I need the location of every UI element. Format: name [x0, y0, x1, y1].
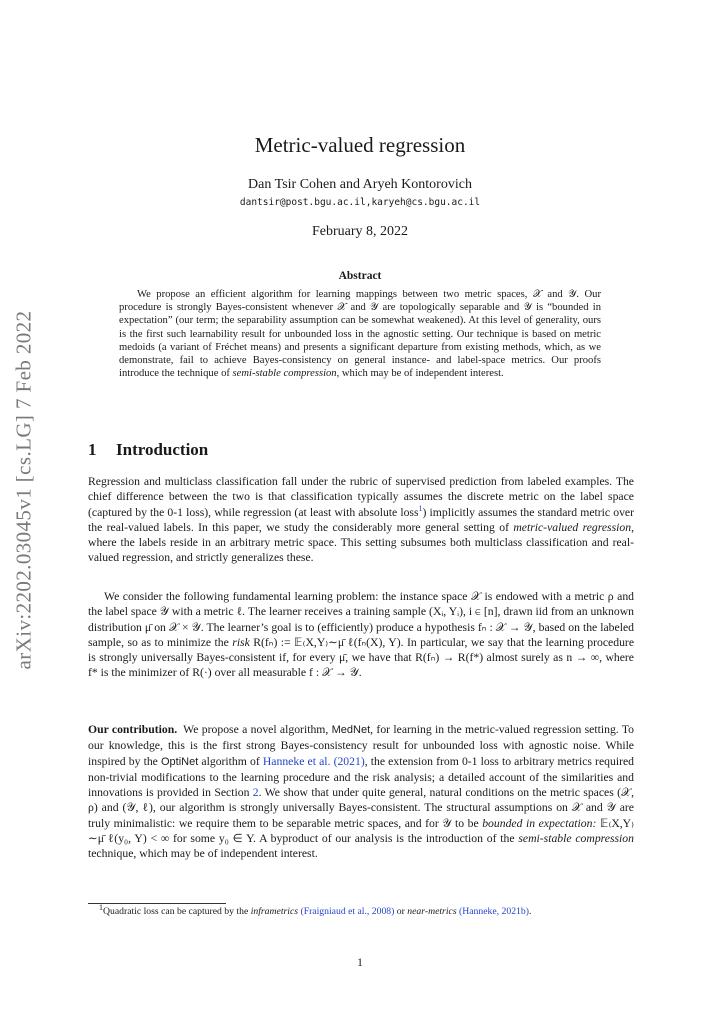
- algorithm-name: MedNet: [331, 724, 371, 736]
- paragraph-2: We consider the following fundamental learning problem: the instance space 𝒳 is endowed with a metric ρ and the label space 𝒴 with a metric ℓ. The learner receives a training sample (Xᵢ, Yᵢ), i ∈ [n], drawn iid from an unknown distribution μ̄ on 𝒳 × 𝒴. The learner’s goal is to (efficiently) produce a hypothesis fₙ : 𝒳 → 𝒴, based on the labeled sample, so as to minimize the risk R(fₙ) := 𝔼₍X,Y₎∼μ̄ ℓ(fₙ(X), Y). In particular, we say that the learning procedure is strongly universally Bayes-consistent if, for every μ̄, we have that R(fₙ) → R(f*) almost surely as n → ∞, where f* is the minimizer of R(·) over all measurable f : 𝒳 → 𝒴.: [88, 590, 635, 680]
- abstract-text: We propose an efficient algorithm for learning mappings between two metric spaces, 𝒳 and 𝒴. Our procedure is strongly Bayes-consistent whenever 𝒳 and 𝒴 are topologically separable and 𝒴 is “bounded in expectation” (our term; the separability assumption can be somewhat weakened). At this level of generality, ours is the first such learnability result for unbounded loss in the agnostic setting. Our technique is based on metric medoids (a variant of Fréchet means) and presents a significant departure from existing methods, which, as we demonstrate, fail to achieve Bayes-consistency on general instance- and label-space metrics. Our proofs introduce the technique of semi-stable compression, which may be of independent interest.: [119, 289, 601, 380]
- citation-link[interactable]: Hanneke et al.: [262, 754, 331, 768]
- paper-date: February 8, 2022: [311, 224, 409, 239]
- paragraph-3: Our contribution. We propose a novel algorithm, MedNet, for learning in the metric-valued regression setting. To our knowledge, this is the first strong Bayes-consistency result for unbounded loss with agnostic noise. While inspired by the OptiNet algorithm of Hanneke et al. (2021), the extension from 0-1 loss to arbitrary metrics required non-trivial modifications to the learning procedure and the risk analysis; a detailed account of the similarities and innovations is provided in Section 2. We show that under quite general, natural conditions on the metric spaces (𝒳, ρ) and (𝒴, ℓ), our algorithm is strongly universally Bayes-consistent. The structural assumptions on 𝒳 and 𝒴 are truly minimalistic: we require them to be separable metric spaces, and for 𝒴 to be bounded in expectation: 𝔼₍X,Y₎∼μ̄ ℓ(y₀, Y) < ∞ for some y₀ ∈ Y. A byproduct of our analysis is the introduction of the semi-stable compression technique, which may be of independent interest.: [88, 723, 634, 861]
- paper-title: Metric-valued regression: [254, 133, 466, 157]
- citation-year-link[interactable]: (2021): [333, 754, 365, 768]
- section-ref-link[interactable]: 2: [252, 786, 259, 800]
- section-number: 1: [88, 440, 97, 459]
- footnote-citation-1[interactable]: (Fraigniaud et al., 2008): [300, 906, 395, 917]
- abstract-emphasis: semi-stable compression: [232, 368, 337, 380]
- section-title: Introduction: [116, 440, 209, 459]
- arxiv-id: arXiv:2202.03045v1 [cs.LG] 7 Feb 2022: [11, 310, 36, 670]
- page-number: 1: [357, 957, 363, 969]
- footnote-rule: [88, 903, 226, 904]
- author-emails: dantsir@post.bgu.ac.il,karyeh@cs.bgu.ac.il: [239, 197, 481, 208]
- abstract-heading: Abstract: [338, 270, 382, 282]
- footnote: $^1$Quadratic loss can be captured by the inframetrics (Fraigniaud et al., 2008) or near-metrics (Hanneke, 2021b).: [99, 902, 532, 917]
- footnote-citation-2[interactable]: (Hanneke, 2021b): [459, 906, 529, 917]
- contribution-heading: Our contribution.: [88, 723, 178, 736]
- authors: Dan Tsir Cohen and Aryeh Kontorovich: [248, 177, 472, 192]
- arxiv-side-label: [0, 280, 48, 700]
- footnote-link[interactable]: 1: [418, 503, 423, 513]
- section-heading: [88, 440, 208, 460]
- algorithm-name-optinet: OptiNet: [161, 755, 199, 768]
- footnote-mark: 1: [99, 902, 103, 912]
- paragraph-1: Regression and multiclass classification fall under the rubric of supervised prediction from labeled examples. The chief difference between the two is that classification typically assumes the discrete metric on the label space (captured by the 0-1 loss), while regression (at least with absolute loss$^1$) implicitly assumes the standard metric over the real-valued labels. In this paper, we study the considerably more general setting of metric-valued regression, where the labels reside in an arbitrary metric space. This setting subsumes both multiclass classification and real-valued regression, and strictly generalizes these.: [88, 475, 634, 565]
